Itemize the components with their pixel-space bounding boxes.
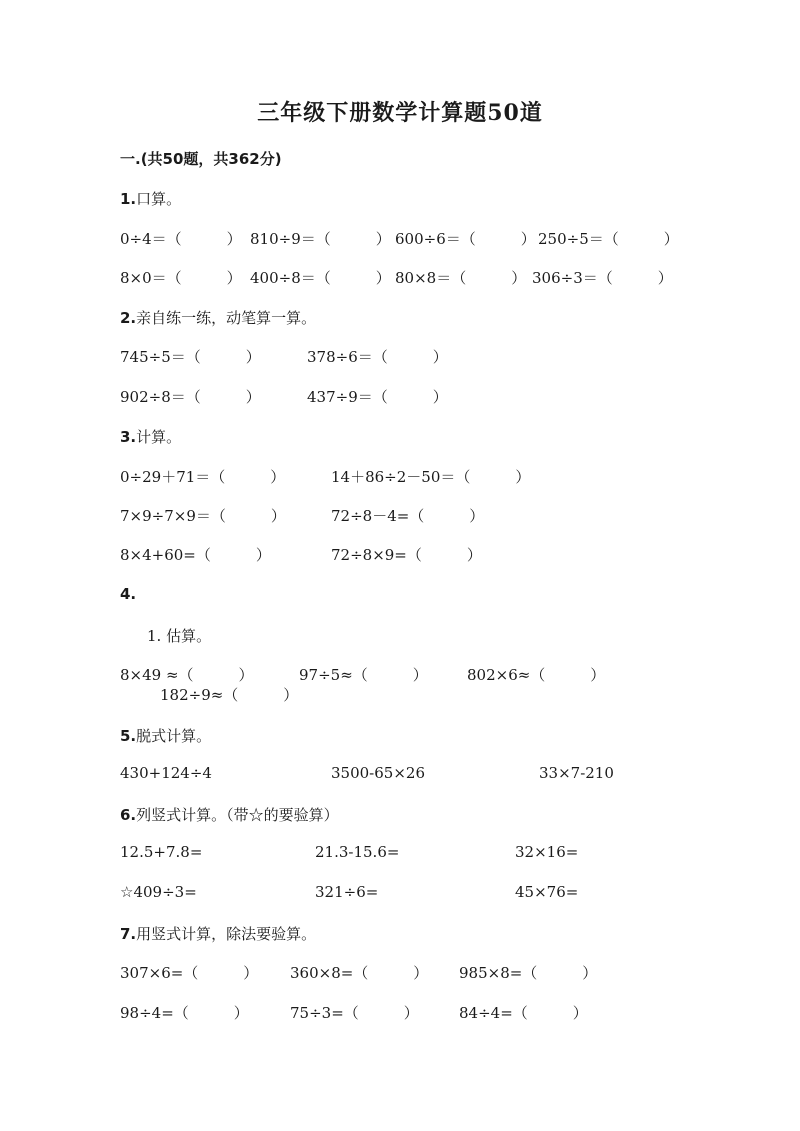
problem: 80×8＝（ ）: [395, 269, 527, 287]
question-5-heading: [120, 725, 211, 746]
question-text: 口算。: [136, 190, 182, 208]
question-number: 2.: [120, 309, 137, 327]
problem: 8×4+60=（ ）: [120, 546, 271, 564]
problem: 72÷8×9=（ ）: [331, 546, 482, 564]
question-7-row-2: [0, 1002, 800, 1026]
question-2-row-2: [0, 386, 800, 410]
section-heading: 一.(共50题，共362分): [120, 150, 282, 168]
question-number: 5.: [120, 727, 137, 745]
question-number: 1.: [120, 190, 137, 208]
problem: ☆409÷3=: [120, 883, 197, 901]
problem: 0÷4＝（ ）: [120, 230, 242, 248]
question-6-row-1: [0, 843, 800, 867]
question-3-heading: [120, 426, 181, 447]
question-5-row-1: [0, 764, 800, 788]
question-text: 列竖式计算。（带☆的要验算）: [136, 806, 339, 824]
question-number: 4.: [120, 585, 137, 603]
problem: 97÷5≈（ ）: [299, 666, 428, 684]
problem: 600÷6＝（ ）: [395, 230, 536, 248]
question-number: 7.: [120, 925, 137, 943]
problem: 32×16=: [515, 843, 579, 861]
problem: 12.5+7.8=: [120, 843, 203, 861]
problem: 250÷5＝（ ）: [538, 230, 679, 248]
question-4-heading: [120, 585, 136, 603]
problem: 0÷29＋71＝（ ）: [120, 468, 286, 486]
problem: 437÷9＝（ ）: [307, 388, 448, 406]
problem: 3500-65×26: [331, 764, 425, 782]
problem: 430+124÷4: [120, 764, 212, 782]
question-6-row-2: [0, 883, 800, 907]
question-text: 亲自练一练，动笔算一算。: [136, 309, 317, 327]
problem: 321÷6=: [315, 883, 379, 901]
problem: 14＋86÷2－50＝（ ）: [331, 468, 531, 486]
question-text: 计算。: [136, 428, 182, 446]
question-3-row-3: [0, 544, 800, 568]
question-1-heading: [120, 188, 181, 209]
problem: 33×7-210: [539, 764, 614, 782]
question-text: 脱式计算。: [136, 727, 212, 745]
question-4-subheading: 1. 估算。: [147, 627, 212, 645]
problem: 45×76=: [515, 883, 579, 901]
question-number: 6.: [120, 806, 137, 824]
problem: 72÷8－4=（ ）: [331, 507, 485, 525]
question-6-heading: [120, 804, 339, 825]
problem: 75÷3=（ ）: [290, 1004, 419, 1022]
problem: 378÷6＝（ ）: [307, 348, 448, 366]
problem: 400÷8＝（ ）: [250, 269, 391, 287]
question-2-row-1: [0, 346, 800, 370]
problem: 307×6=（ ）: [120, 964, 259, 982]
question-3-row-2: [0, 505, 800, 529]
problem: 8×0＝（ ）: [120, 269, 242, 287]
problem: 8×49 ≈（ ）: [120, 666, 254, 684]
problem: 902÷8＝（ ）: [120, 388, 261, 406]
problem: 745÷5＝（ ）: [120, 348, 261, 366]
question-7-heading: [120, 923, 316, 944]
problem: 360×8=（ ）: [290, 964, 429, 982]
question-4-row-2: [0, 684, 800, 708]
problem: 7×9÷7×9＝（ ）: [120, 507, 286, 525]
problem: 98÷4=（ ）: [120, 1004, 249, 1022]
problem: 182÷9≈（ ）: [160, 686, 299, 704]
question-number: 3.: [120, 428, 137, 446]
problem: 84÷4=（ ）: [459, 1004, 588, 1022]
question-text: 用竖式计算，除法要验算。: [136, 925, 317, 943]
problem: 810÷9＝（ ）: [250, 230, 391, 248]
problem: 21.3-15.6=: [315, 843, 400, 861]
question-7-row-1: [0, 962, 800, 986]
problem: 985×8=（ ）: [459, 964, 598, 982]
question-1-row-1: [0, 228, 800, 252]
question-1-row-2: [0, 267, 800, 291]
question-3-row-1: [0, 466, 800, 490]
page-title: 三年级下册数学计算题50道: [257, 100, 543, 126]
problem: 802×6≈（ ）: [467, 666, 606, 684]
question-2-heading: [120, 307, 316, 328]
problem: 306÷3＝（ ）: [532, 269, 673, 287]
